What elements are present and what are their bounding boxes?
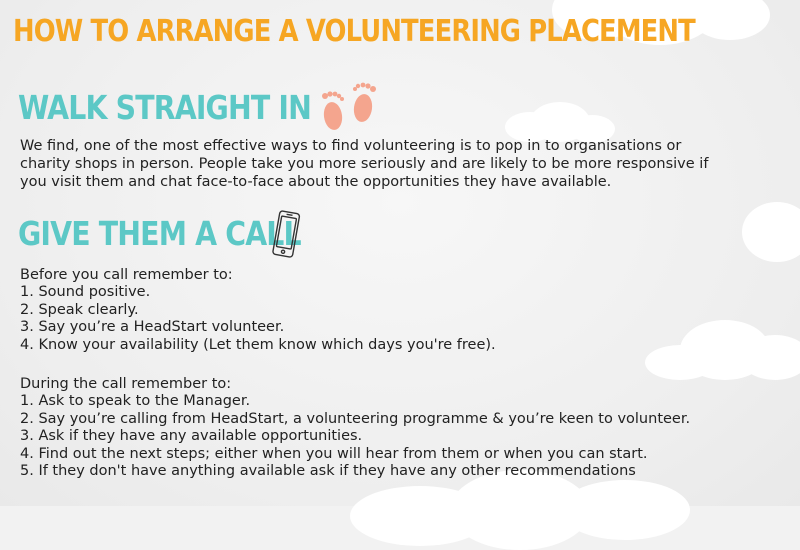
list-item: 1. Sound positive. [20, 284, 151, 300]
page-title: HOW TO ARRANGE A VOLUNTEERING PLACEMENT [13, 14, 695, 49]
list-item: 4. Know your availability (Let them know which days you're free). [20, 336, 496, 353]
during-call-intro: During the call remember to: [20, 376, 232, 392]
list-item: 3. Say you’re a HeadStart volunteer. [20, 319, 285, 336]
footprints-icon [313, 78, 383, 138]
list-item: 3. Ask if they have any available opportunities. [20, 428, 363, 445]
before-call-list [20, 284, 496, 354]
list-item: 1. Ask to speak to the Manager. [20, 393, 251, 409]
list-item: 2. Speak clearly. [20, 301, 139, 318]
section-heading-call: GIVE THEM A CALL [18, 214, 301, 253]
list-item: 2. Say you’re calling from HeadStart, a volunteering programme & you’re keen to volunteer. [20, 410, 691, 427]
list-item: 5. If they don't have anything available ask if they have any other recommendations [20, 463, 636, 480]
list-item: 4. Find out the next steps; either when you will hear from them or when you can start. [20, 445, 648, 462]
mobile-phone-icon [269, 208, 303, 262]
during-call-list [20, 393, 690, 481]
before-call-intro: Before you call remember to: [20, 267, 233, 283]
walk-in-paragraph: We find, one of the most effective ways to find volunteering is to pop in to organisations or charity shops in person. People take you more seriously and are likely to be more responsive if you visit them and chat face-to-face about the opportunities they have available. [20, 138, 709, 190]
section-heading-walk-in: WALK STRAIGHT IN [18, 88, 311, 127]
